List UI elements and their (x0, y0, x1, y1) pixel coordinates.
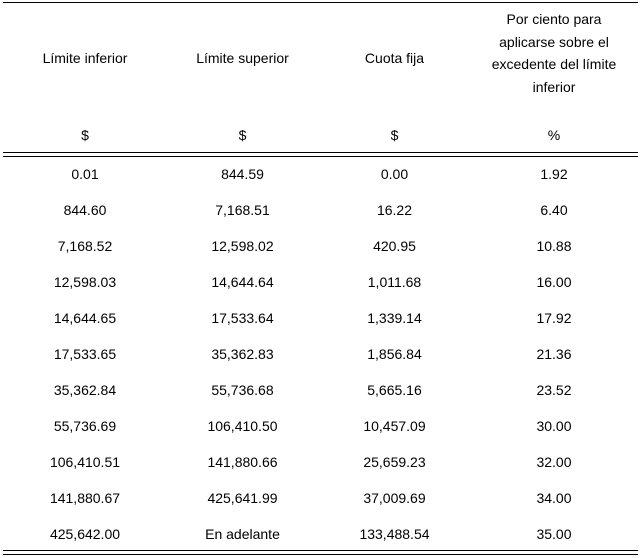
table-row (0, 264, 640, 300)
cell-por-ciento: 10.88 (536, 238, 572, 254)
cell-limite-inferior: 17,533.65 (53, 346, 117, 362)
cell-cuota-fija: 1,856.84 (367, 346, 422, 362)
cell-limite-superior: 35,362.83 (211, 346, 274, 362)
cell-limite-superior: 55,736.68 (211, 382, 274, 398)
table-row (0, 336, 640, 372)
header-por-ciento-line: inferior (532, 78, 576, 95)
table-row (0, 300, 640, 336)
cell-por-ciento: 1.92 (540, 166, 568, 182)
cell-limite-superior: 425,641.99 (207, 490, 278, 506)
cell-limite-superior: 141,880.66 (207, 454, 278, 470)
table-row (0, 192, 640, 228)
cell-por-ciento: 34.00 (536, 490, 572, 506)
header-por-ciento-line: Por ciento para (506, 11, 602, 27)
cell-cuota-fija: 5,665.16 (367, 382, 422, 398)
header-por-ciento (468, 8, 640, 98)
unit-limite-inferior: $ (81, 127, 89, 143)
header-por-ciento-line: excedente del límite (491, 56, 617, 72)
header-cuota-fija: Cuota fija (364, 50, 425, 66)
cell-cuota-fija: 133,488.54 (359, 526, 430, 542)
table-row (0, 408, 640, 444)
cell-limite-superior: 7,168.51 (215, 202, 270, 218)
cell-limite-inferior: 844.60 (63, 202, 107, 218)
cell-por-ciento: 35.00 (536, 526, 572, 542)
cell-cuota-fija: 16.22 (376, 202, 413, 218)
header-limite-superior: Límite superior (196, 50, 289, 66)
cell-limite-superior: En adelante (205, 526, 280, 542)
cell-limite-inferior: 12,598.03 (53, 274, 117, 290)
cell-cuota-fija: 37,009.69 (363, 490, 426, 506)
cell-por-ciento: 6.40 (540, 202, 568, 218)
table-row (0, 372, 640, 408)
cell-por-ciento: 23.52 (536, 382, 572, 398)
cell-limite-superior: 106,410.50 (207, 418, 278, 434)
cell-limite-superior: 14,644.64 (211, 274, 274, 290)
cell-por-ciento: 30.00 (536, 418, 572, 434)
table-top-rule (3, 2, 638, 3)
footer-double-rule-bottom (3, 554, 638, 555)
table-row (0, 228, 640, 264)
cell-limite-inferior: 106,410.51 (49, 454, 121, 470)
cell-cuota-fija: 10,457.09 (363, 418, 426, 434)
cell-cuota-fija: 25,659.23 (363, 454, 426, 470)
cell-limite-superior: 12,598.02 (211, 238, 274, 254)
header-double-rule-top (3, 152, 638, 153)
footer-double-rule-top (3, 550, 638, 551)
unit-cuota-fija: $ (390, 127, 399, 143)
cell-cuota-fija: 1,339.14 (367, 310, 422, 326)
unit-por-ciento: % (547, 127, 561, 143)
cell-cuota-fija: 420.95 (373, 238, 416, 254)
cell-limite-inferior: 141,880.67 (49, 490, 121, 506)
cell-por-ciento: 21.36 (536, 346, 572, 362)
cell-limite-inferior: 0.01 (71, 166, 99, 182)
cell-limite-inferior: 55,736.69 (53, 418, 117, 434)
cell-por-ciento: 32.00 (536, 454, 572, 470)
table-row (0, 516, 640, 552)
cell-limite-inferior: 7,168.52 (57, 238, 113, 254)
cell-limite-superior: 17,533.64 (211, 310, 274, 326)
table-row (0, 156, 640, 192)
cell-limite-superior: 844.59 (221, 166, 264, 182)
header-limite-inferior: Límite inferior (42, 50, 128, 66)
table-row (0, 444, 640, 480)
cell-limite-inferior: 14,644.65 (53, 310, 117, 326)
cell-por-ciento: 17.92 (536, 310, 572, 326)
cell-limite-inferior: 35,362.84 (53, 382, 117, 398)
cell-cuota-fija: 1,011.68 (367, 274, 422, 290)
unit-limite-superior: $ (238, 127, 247, 143)
table-body (0, 156, 640, 552)
header-por-ciento-line: aplicarse sobre el (499, 33, 609, 50)
cell-cuota-fija: 0.00 (380, 166, 409, 182)
cell-por-ciento: 16.00 (536, 274, 572, 290)
table-row (0, 480, 640, 516)
cell-limite-inferior: 425,642.00 (49, 526, 121, 542)
